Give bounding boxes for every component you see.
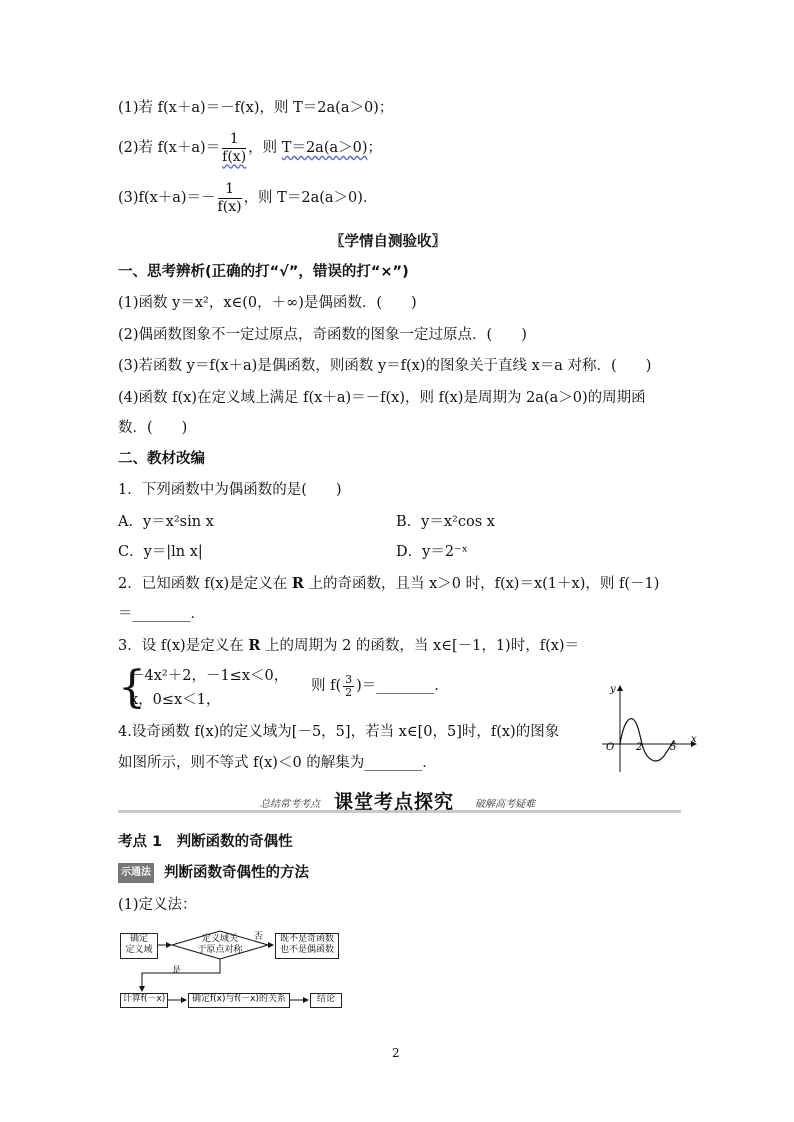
problem-2-post: 上的奇函数，且当 x＞0 时，f(x)＝x(1＋x)，则 f(－1) — [303, 576, 660, 592]
piecewise-case-1: －4x²＋2，－1≤x＜0， — [130, 668, 289, 684]
problem-3-numerator: 3 — [345, 672, 353, 686]
problem-2-pre: 2．已知函数 f(x)是定义在 — [118, 576, 292, 592]
piecewise-case-2: x，0≤x＜1， — [130, 692, 221, 708]
option-c: C．y＝|ln x| — [118, 544, 203, 560]
problem-3-fraction — [343, 674, 354, 699]
formula-2-fraction — [222, 131, 246, 166]
formula-3-denominator: f(x) — [217, 198, 242, 215]
formula-line-1: (1)若 f(x＋a)＝－f(x)，则 T＝2a(a＞0)； — [118, 100, 394, 116]
flowchart-relation: 确定f(x)与f(－x)的关系 — [188, 993, 290, 1008]
formula-2-pre: (2)若 f(x＋a)＝ — [118, 140, 221, 156]
graph-origin: O — [606, 742, 615, 753]
problem-2-reals: R — [291, 575, 304, 592]
problem-3-then-post: )＝________． — [356, 678, 449, 694]
graph-tick-2: 2 — [636, 742, 643, 753]
problem-3-post: 上的周期为 2 的函数，当 x∈[－1，1)时，f(x)＝ — [260, 638, 580, 654]
formula-2-post-a: ，则 — [248, 140, 282, 156]
formula-2-period: T＝2a(a＞0) — [281, 140, 368, 156]
problem-3-reals: R — [248, 637, 261, 654]
formula-3-fraction — [218, 181, 242, 216]
problem-3-pre: 3．设 f(x)是定义在 — [118, 638, 249, 654]
flowchart-no-label: 否 — [254, 932, 264, 942]
option-d: D．y＝2⁻ˣ — [396, 544, 468, 560]
flowchart-conclusion: 结论 — [310, 993, 342, 1008]
banner-right-text: 破解高考疑难 — [475, 799, 535, 810]
definition-method: (1)定义法： — [118, 897, 197, 913]
page-number: 2 — [392, 1046, 400, 1060]
problem-3-denominator: 2 — [345, 685, 353, 699]
formula-line-3 — [118, 178, 377, 218]
question-4-line-2: 数．( ) — [118, 420, 188, 436]
problem-3-answer — [311, 666, 449, 706]
topic-1-heading: 考点 1 判断函数的奇偶性 — [118, 834, 293, 850]
question-3: (3)若函数 y＝f(x＋a)是偶函数，则函数 y＝f(x)的图象关于直线 x＝a 对称．( ) — [118, 358, 652, 374]
banner-title: 课堂考点探究 — [334, 791, 455, 813]
graph-x-label: x — [691, 734, 697, 745]
heading-think: 一、思考辨析(正确的打“√”，错误的打“×”) — [118, 264, 409, 280]
graph-tick-5: 5 — [670, 742, 677, 753]
banner-left-text: 总结常考考点 — [260, 799, 320, 810]
formula-2-denominator: f(x) — [222, 148, 247, 165]
flowchart-compute: 计算f(－x) — [120, 993, 168, 1008]
flowchart-decision-text: 定义域关 于原点对称 — [197, 934, 243, 955]
formula-3-numerator: 1 — [218, 181, 242, 199]
problem-4-line-2: 如图所示，则不等式 f(x)＜0 的解集为________． — [118, 755, 437, 771]
formula-3-post: ，则 T＝2a(a＞0)． — [243, 190, 378, 206]
question-4-line-1: (4)函数 f(x)在定义域上满足 f(x＋a)＝－f(x)，则 f(x)是周期为 2a(a＞0)的周期函 — [118, 390, 646, 406]
problem-2-line-2: ＝________． — [118, 606, 205, 622]
question-1: (1)函数 y＝x²，x∈(0，＋∞)是偶函数．( ) — [118, 295, 417, 311]
problem-4-line-1: 4.设奇函数 f(x)的定义域为[－5，5]，若当 x∈[0，5]时，f(x)的图象 — [118, 724, 560, 740]
problem-3-then-pre: 则 f( — [311, 678, 342, 694]
formula-2-numerator: 1 — [222, 131, 246, 149]
function-graph — [598, 680, 700, 776]
option-a: A．y＝x²sin x — [118, 514, 214, 530]
piecewise-brace: { — [118, 662, 146, 713]
problem-2-line-1 — [118, 574, 659, 594]
problem-3-line-1 — [118, 636, 579, 656]
flowchart-domain: 确定 定义域 — [120, 933, 158, 959]
flowchart-neither: 既不是奇函数 也不是偶函数 — [275, 933, 339, 959]
graph-curve — [620, 719, 677, 761]
flowchart — [118, 925, 378, 1015]
method-heading — [118, 863, 309, 883]
problem-1: 1．下列函数中为偶函数的是( ) — [118, 482, 342, 498]
formula-line-2 — [118, 128, 382, 168]
heading-textbook: 二、教材改编 — [118, 451, 205, 467]
section-title: 〖学情自测验收〗 — [330, 234, 446, 250]
method-tag: 示通法 — [118, 863, 154, 883]
graph-y-label: y — [610, 684, 616, 695]
flowchart-yes-label: 是 — [172, 966, 182, 976]
method-title: 判断函数奇偶性的方法 — [164, 865, 309, 881]
section-banner — [118, 787, 681, 813]
formula-2-post-c: ； — [367, 140, 383, 156]
option-b: B．y＝x²cos x — [396, 514, 495, 530]
formula-3-pre: (3)f(x＋a)＝－ — [118, 190, 216, 206]
question-2: (2)偶函数图象不一定过原点，奇函数的图象一定过原点．( ) — [118, 327, 527, 343]
